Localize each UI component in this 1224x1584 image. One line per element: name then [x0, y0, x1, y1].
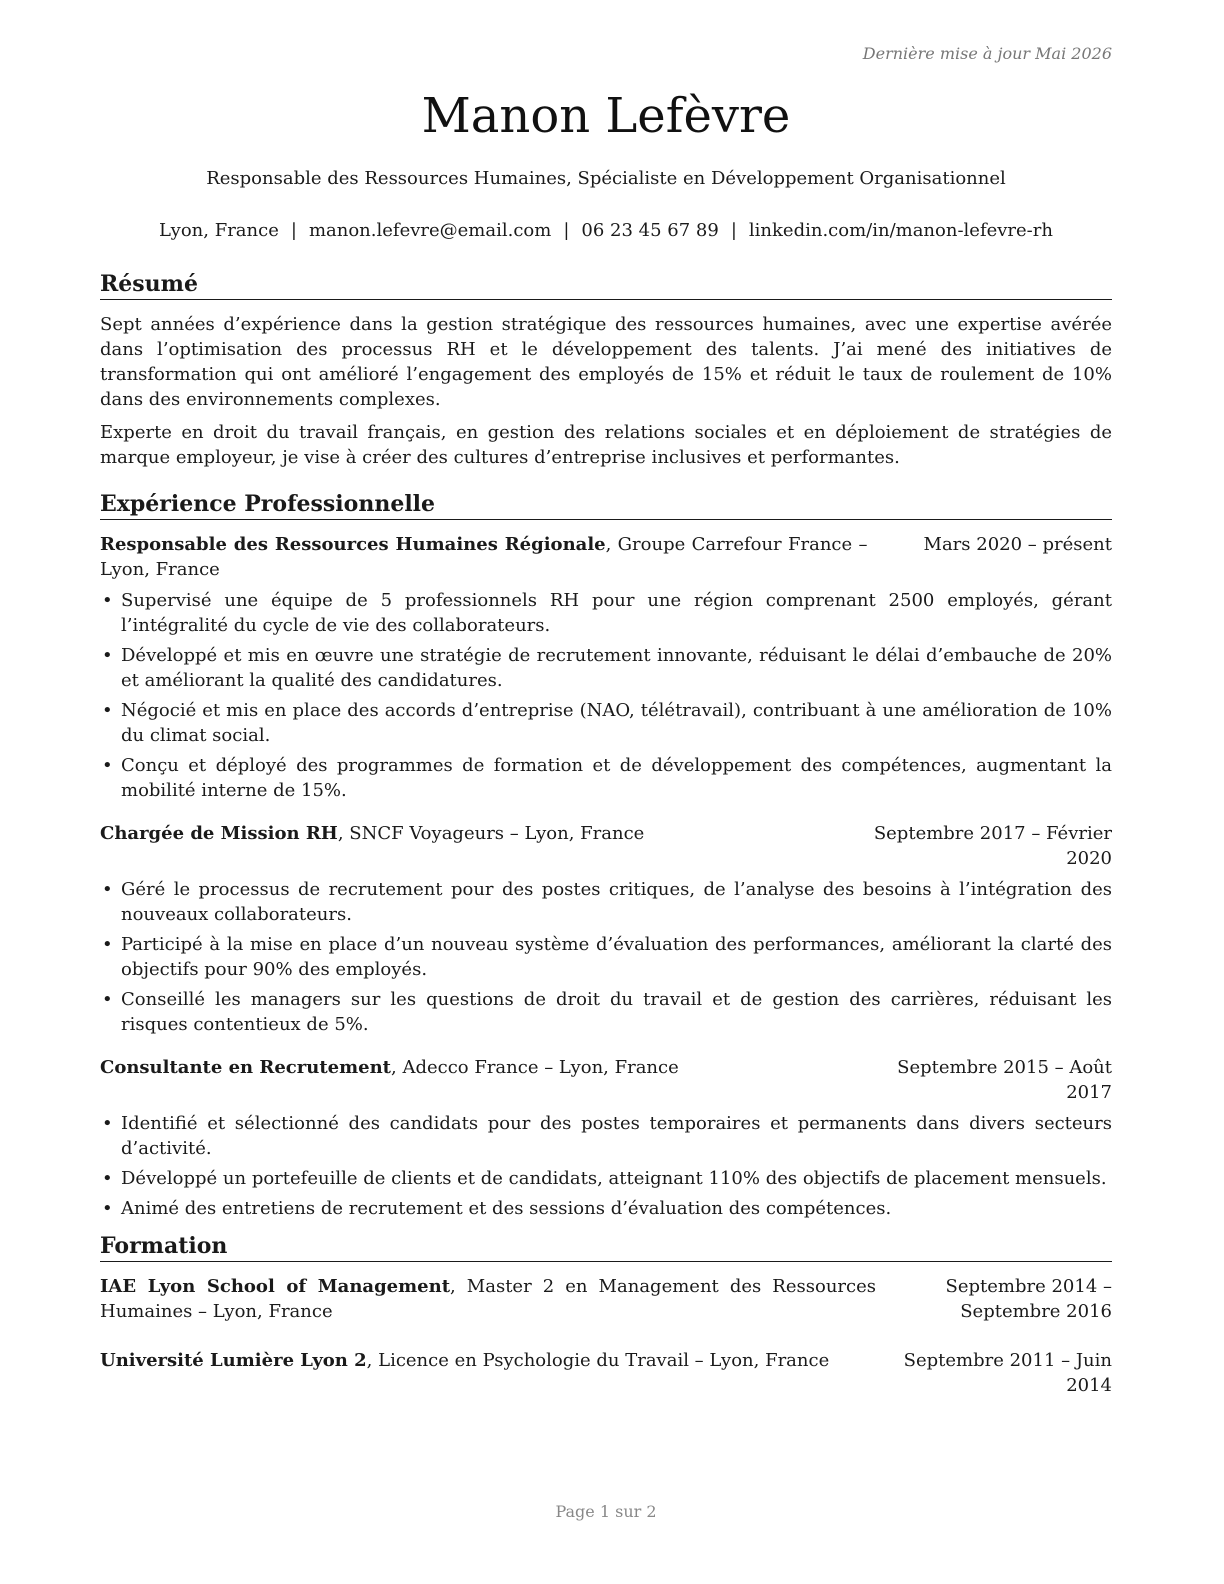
job-org: , Groupe Carrefour France – Lyon, France [100, 534, 868, 580]
contact-phone: 06 23 45 67 89 [581, 220, 719, 241]
job-bullets [100, 1111, 1112, 1221]
job-role: Consultante en Recrutement [100, 1057, 391, 1078]
job-header [100, 821, 1112, 871]
contact-separator: | [563, 220, 570, 241]
candidate-name: Manon Lefèvre [421, 88, 791, 144]
list-item: • Conseillé les managers sur les questions de droit du travail et de gestion des carrières, réduisant les risques contentieux de 5%. [100, 987, 1112, 1037]
list-item: • Conçu et déployé des programmes de formation et de développement des compétences, augmentant la mobilité interne de 15%. [100, 753, 1112, 803]
experience-section [100, 490, 1112, 1226]
section-title-experience: Expérience Professionnelle [100, 490, 1112, 520]
education-dates: Septembre 2014 – Septembre 2016 [945, 1276, 1112, 1322]
list-item: • Participé à la mise en place d’un nouveau système d’évaluation des performances, améliorant la clarté des objectifs pour 90% des employés. [100, 932, 1112, 982]
education-school: Université Lumière Lyon 2 [100, 1350, 367, 1371]
contact-linkedin[interactable]: linkedin.com/in/manon-lefevre-rh [748, 220, 1053, 241]
page-number: Page 1 sur 2 [555, 1502, 657, 1521]
list-item: • Géré le processus de recrutement pour des postes critiques, de l’analyse des besoins à l’intégration des nouveaux collaborateurs. [100, 877, 1112, 927]
candidate-title: Responsable des Ressources Humaines, Spécialiste en Développement Organisationnel [206, 168, 1006, 189]
list-item: • Négocié et mis en place des accords d’entreprise (NAO, télétravail), contribuant à une amélioration de 10% du climat social. [100, 698, 1112, 748]
education-school: IAE Lyon School of Management [100, 1276, 451, 1297]
job-title-line [100, 532, 924, 582]
summary-section [100, 270, 1112, 478]
job-dates: Septembre 2017 – Février 2020 [873, 823, 1112, 869]
contact-line [100, 218, 1112, 244]
section-title-summary: Résumé [100, 270, 1112, 300]
education-section [100, 1232, 1112, 1398]
education-title-line [100, 1348, 876, 1373]
education-dates: Septembre 2011 – Juin 2014 [903, 1350, 1112, 1396]
job-bullets [100, 588, 1112, 803]
list-item: • Identifié et sélectionné des candidats pour des postes temporaires et permanents dans divers secteurs d’activité. [100, 1111, 1112, 1161]
job-org: , SNCF Voyageurs – Lyon, France [337, 823, 645, 844]
job-role: Responsable des Ressources Humaines Régionale [100, 534, 606, 555]
list-item: • Développé et mis en œuvre une stratégie de recrutement innovante, réduisant le délai d’embauche de 20% et améliorant la qualité des candidatures. [100, 643, 1112, 693]
contact-location: Lyon, France [159, 220, 279, 241]
education-detail: , Licence en Psychologie du Travail – Lyon, France [366, 1350, 830, 1371]
list-item: • Développé un portefeuille de clients et de candidats, atteignant 110% des objectifs de placement mensuels. [100, 1166, 1112, 1191]
summary-paragraph: Sept années d’expérience dans la gestion stratégique des ressources humaines, avec une expertise avérée dans l’optimisation des processus RH et le développement des talents. J’ai mené des initiatives de transformation qui ont amélioré l’engagement des employés de 15% et réduit le taux de roulement de 10% dans des environnements complexes. [100, 314, 1112, 410]
list-item: • Animé des entretiens de recrutement et des sessions d’évaluation des compétences. [100, 1196, 1112, 1221]
section-title-education: Formation [100, 1232, 1112, 1262]
education-entry [100, 1274, 1112, 1324]
education-entry [100, 1348, 1112, 1398]
list-item: • Supervisé une équipe de 5 professionnels RH pour une région comprenant 2500 employés, gérant l’intégralité du cycle de vie des collaborateurs. [100, 588, 1112, 638]
contact-email[interactable]: manon.lefevre@email.com [308, 220, 552, 241]
job-dates: Septembre 2015 – Août 2017 [897, 1057, 1112, 1103]
job-title-line [100, 1055, 872, 1080]
job-title-line [100, 821, 872, 846]
job-entry [100, 821, 1112, 1037]
job-dates: Mars 2020 – présent [923, 534, 1112, 555]
summary-paragraph: Experte en droit du travail français, en gestion des relations sociales et en déploiement de stratégies de marque employeur, je vise à créer des cultures d’entreprise inclusives et performantes. [100, 422, 1112, 468]
contact-separator: | [290, 220, 297, 241]
contact-separator: | [730, 220, 737, 241]
job-bullets [100, 877, 1112, 1037]
job-entry [100, 532, 1112, 803]
job-header [100, 1055, 1112, 1105]
job-entry [100, 1055, 1112, 1221]
education-header [100, 1348, 1112, 1398]
education-header [100, 1274, 1112, 1324]
job-header [100, 532, 1112, 582]
last-updated: Dernière mise à jour Mai 2026 [862, 44, 1112, 63]
job-role: Chargée de Mission RH [100, 823, 338, 844]
education-detail: , Master 2 en Management des Ressources Humaines – Lyon, France [100, 1276, 876, 1322]
education-title-line [100, 1274, 876, 1324]
job-org: , Adecco France – Lyon, France [391, 1057, 679, 1078]
resume-page [100, 0, 1112, 1584]
